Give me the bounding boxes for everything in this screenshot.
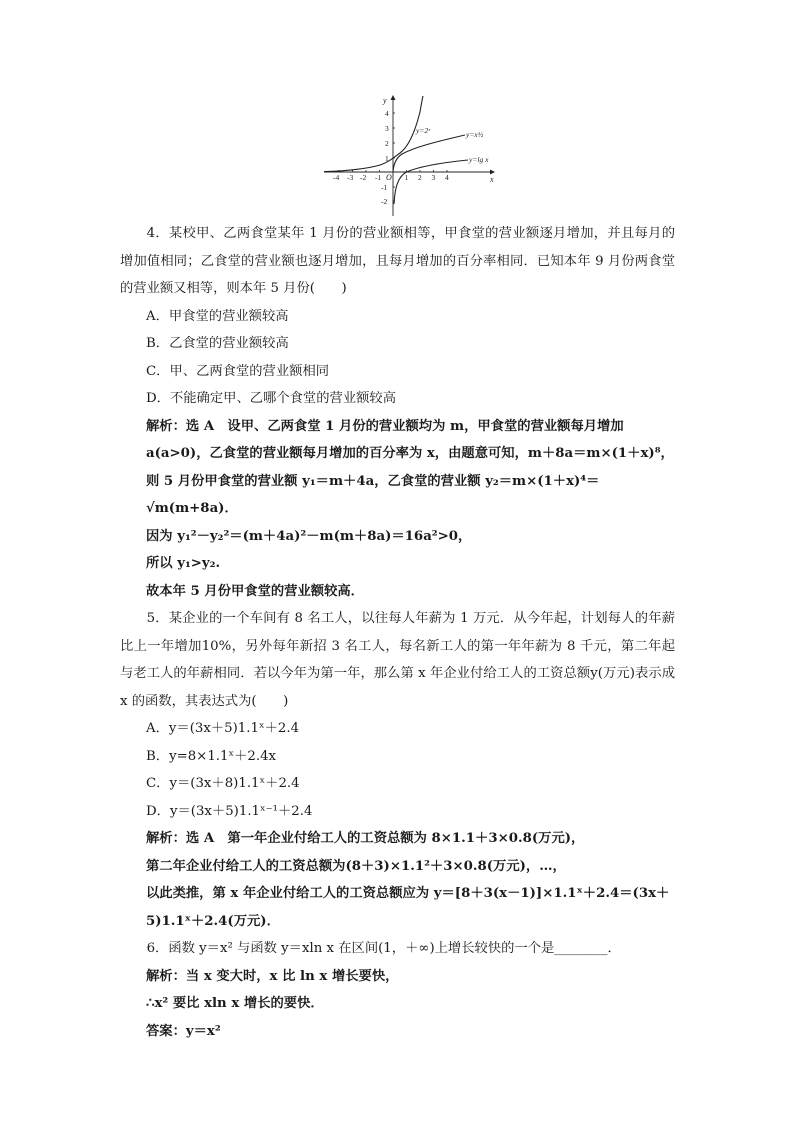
- x-tick-label: -4: [333, 173, 340, 182]
- y-axis-label: y: [383, 96, 387, 105]
- x-tick-label: -1: [375, 173, 382, 182]
- q5-solution-line: 第二年企业付给工人的工资总额为(8＋3)×1.1²＋3×0.8(万元)，…，: [146, 858, 566, 874]
- q5-option-c: C．y＝(3x＋8)1.1ˣ＋2.4: [146, 776, 300, 791]
- function-graph: [320, 92, 505, 220]
- y-tick-label: 1: [385, 154, 389, 163]
- x-axis-arrow: [490, 170, 495, 175]
- q4-option-a: A．甲食堂的营业额较高: [146, 308, 289, 324]
- origin-label: O: [386, 173, 392, 182]
- sqrt-curve: [393, 135, 465, 172]
- solution-label: 解析：: [146, 968, 186, 984]
- q6-solution: [120, 963, 675, 991]
- y-tick-label: -1: [381, 183, 388, 192]
- solution-label: 解析：: [146, 831, 186, 846]
- exp-curve: [324, 96, 423, 172]
- answer-text: y＝x²: [185, 1023, 221, 1039]
- q5-stem: 5．某企业的一个车间有 8 名工人，以往每人年薪为 1 万元．从今年起，计划每人的年薪比上一年增加10%，另外每年新招 3 名工人，每名新工人的第一年年薪为 8 千元，第二年起与老工人的年薪相同．若以今年为第一年，那么第 x 年企业付给工人的工资总额y(万元)表示成 x 的函数，其表达式为( ): [120, 611, 675, 709]
- exp-label: y=2ˣ: [416, 126, 431, 135]
- q4-stem: 4．某校甲、乙两食堂某年 1 月份的营业额相等，甲食堂的营业额逐月增加，并且每月的增加值相同；乙食堂的营业额也逐月增加，且每月增加的百分率相同．已知本年 9 月份两食堂的营业额又相等，则本年 5 月份( ): [120, 226, 675, 296]
- q4-solution-line: 因为 y₁²－y₂²＝(m＋4a)²－m(m＋8a)＝16a²>0，: [146, 528, 472, 544]
- x-tick-label: 1: [404, 173, 409, 182]
- q4-solution-line: 所以 y₁>y₂.: [146, 556, 221, 571]
- y-tick-label: -2: [381, 197, 388, 206]
- q4-option-b: B．乙食堂的营业额较高: [146, 336, 289, 351]
- q5-option-b: B．y=8×1.1ˣ＋2.4x: [146, 748, 277, 764]
- q6-answer: [120, 1018, 675, 1046]
- q6-stem: 6．函数 y＝x² 与函数 y＝xln x 在区间(1，＋∞)上增长较快的一个是________．: [146, 941, 621, 956]
- q6-solution-line: ∴x² 要比 xln x 增长的要快．: [146, 996, 324, 1011]
- x-tick-label: 2: [418, 173, 422, 182]
- y-tick-label: 4: [385, 109, 389, 118]
- answer-label: 答案：: [146, 1023, 186, 1039]
- y-axis-arrow: [391, 95, 396, 100]
- x-tick-label: 4: [445, 173, 449, 182]
- q5-option-a: A．y＝(3x＋5)1.1ˣ＋2.4: [146, 721, 300, 736]
- x-axis-label: x: [490, 175, 494, 184]
- document-body: [120, 220, 675, 1045]
- x-tick-label: -2: [360, 173, 367, 182]
- solution-text: 选 A 第一年企业付给工人的工资总额为 8×1.1＋3×0.8(万元)，: [185, 831, 585, 846]
- x-tick-label: 3: [431, 173, 436, 182]
- y-tick-label: 2: [385, 139, 389, 148]
- x-tick-label: -3: [347, 173, 354, 182]
- q4-option-d: D．不能确定甲、乙哪个食堂的营业额较高: [146, 391, 397, 406]
- q4-solution-line: 故本年 5 月份甲食堂的营业额较高．: [146, 583, 364, 599]
- q4-option-c: C．甲、乙两食堂的营业额相同: [146, 363, 330, 379]
- log-curve: [394, 160, 468, 204]
- y-tick-label: 3: [385, 124, 389, 133]
- log-label: y=lg x: [469, 155, 489, 164]
- q5-option-d: D．y＝(3x＋5)1.1ˣ⁻¹＋2.4: [146, 803, 313, 819]
- solution-label: 解析：: [146, 418, 186, 434]
- solution-text: 选 A 设甲、乙两食堂 1 月份的营业额均为 m，甲食堂的营业额每月增加 a(a>0)，乙食堂的营业额每月增加的百分率为 x，由题意可知，m＋8a＝m×(1＋x)⁸，则 5 月份甲食堂的营业额 y₁＝m＋4a，乙食堂的营业额 y₂＝m×(1＋x)⁴＝√m(m+8a)．: [146, 418, 674, 516]
- sqrt-label: y=x½: [466, 130, 484, 139]
- q4-solution: [120, 413, 675, 523]
- solution-text: 当 x 变大时，x 比 ln x 增长要快，: [185, 968, 399, 984]
- q5-solution: [120, 825, 675, 853]
- q5-solution-line: 以此类推，第 x 年企业付给工人的工资总额应为 y＝[8＋3(x－1)]×1.1ˣ＋2.4＝(3x＋5)1.1ˣ＋2.4(万元)．: [146, 886, 670, 929]
